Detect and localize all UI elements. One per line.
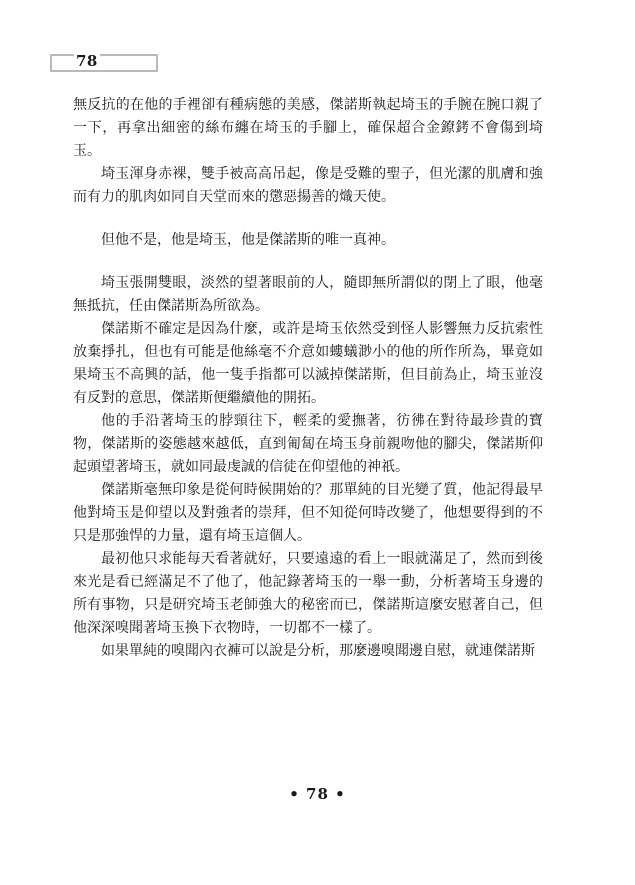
paragraph: 如果單純的嗅聞內衣褲可以說是分析，那麼邊嗅聞邊自慰，就連傑諾斯 bbox=[101, 643, 535, 659]
paragraph: 但他不是，他是埼玉，他是傑諾斯的唯一真神。 bbox=[101, 232, 395, 248]
paragraph: 無反抗的在他的手裡卻有種病態的美感，傑諾斯執起埼玉的手腕在腕口親了一下，再拿出細密的絲布纏在埼玉的手腳上，確保超合金鐐銬不會傷到埼玉。 bbox=[73, 97, 543, 159]
paragraph: 傑諾斯毫無印象是從何時候開始的？那單純的目光變了質，他記得最早他對埼玉是仰望以及對強者的崇拜，但不知從何時改變了，他想要得到的不只是那強悍的力量，還有埼玉這個人。 bbox=[73, 482, 543, 544]
header-page-box bbox=[50, 54, 158, 72]
body-text bbox=[73, 94, 543, 663]
paragraph: 埼玉張開雙眼，淡然的望著眼前的人，隨即無所謂似的閉上了眼，他毫無抵抗，任由傑諾斯為所欲為。 bbox=[73, 275, 543, 314]
paragraph: 他的手沿著埼玉的脖頸往下，輕柔的愛撫著，彷彿在對待最珍貴的寶物，傑諾斯的姿態越來越低，直到匍匐在埼玉身前親吻他的腳尖，傑諾斯仰起頭望著埼玉，就如同最虔誠的信徒在仰望他的神祇。 bbox=[73, 413, 543, 475]
paragraph: 埼玉渾身赤裸，雙手被高高吊起，像是受難的聖子，但光潔的肌膚和強而有力的肌肉如同自天堂而來的懲惡揚善的熾天使。 bbox=[73, 166, 543, 205]
footer-page-number: • 78 • bbox=[289, 785, 346, 803]
paragraph: 傑諾斯不確定是因為什麼，或許是埼玉依然受到怪人影響無力反抗索性放棄掙扎，但也有可能是他絲毫不介意如螻蟻渺小的他的所作所為，畢竟如果埼玉不高興的話，他一隻手指都可以滅掉傑諾斯，但目前為止，埼玉並沒有反對的意思，傑諾斯便繼續他的開拓。 bbox=[73, 321, 543, 406]
paragraph: 最初他只求能每天看著就好，只要遠遠的看上一眼就滿足了，然而到後來光是看已經滿足不了他了，他記錄著埼玉的一舉一動，分析著埼玉身邊的所有事物，只是研究埼玉老師強大的秘密而已，傑諾斯這麼安慰著自己，但他深深嗅聞著埼玉換下衣物時，一切都不一樣了。 bbox=[73, 551, 543, 636]
header-page-number: 78 bbox=[76, 52, 98, 70]
